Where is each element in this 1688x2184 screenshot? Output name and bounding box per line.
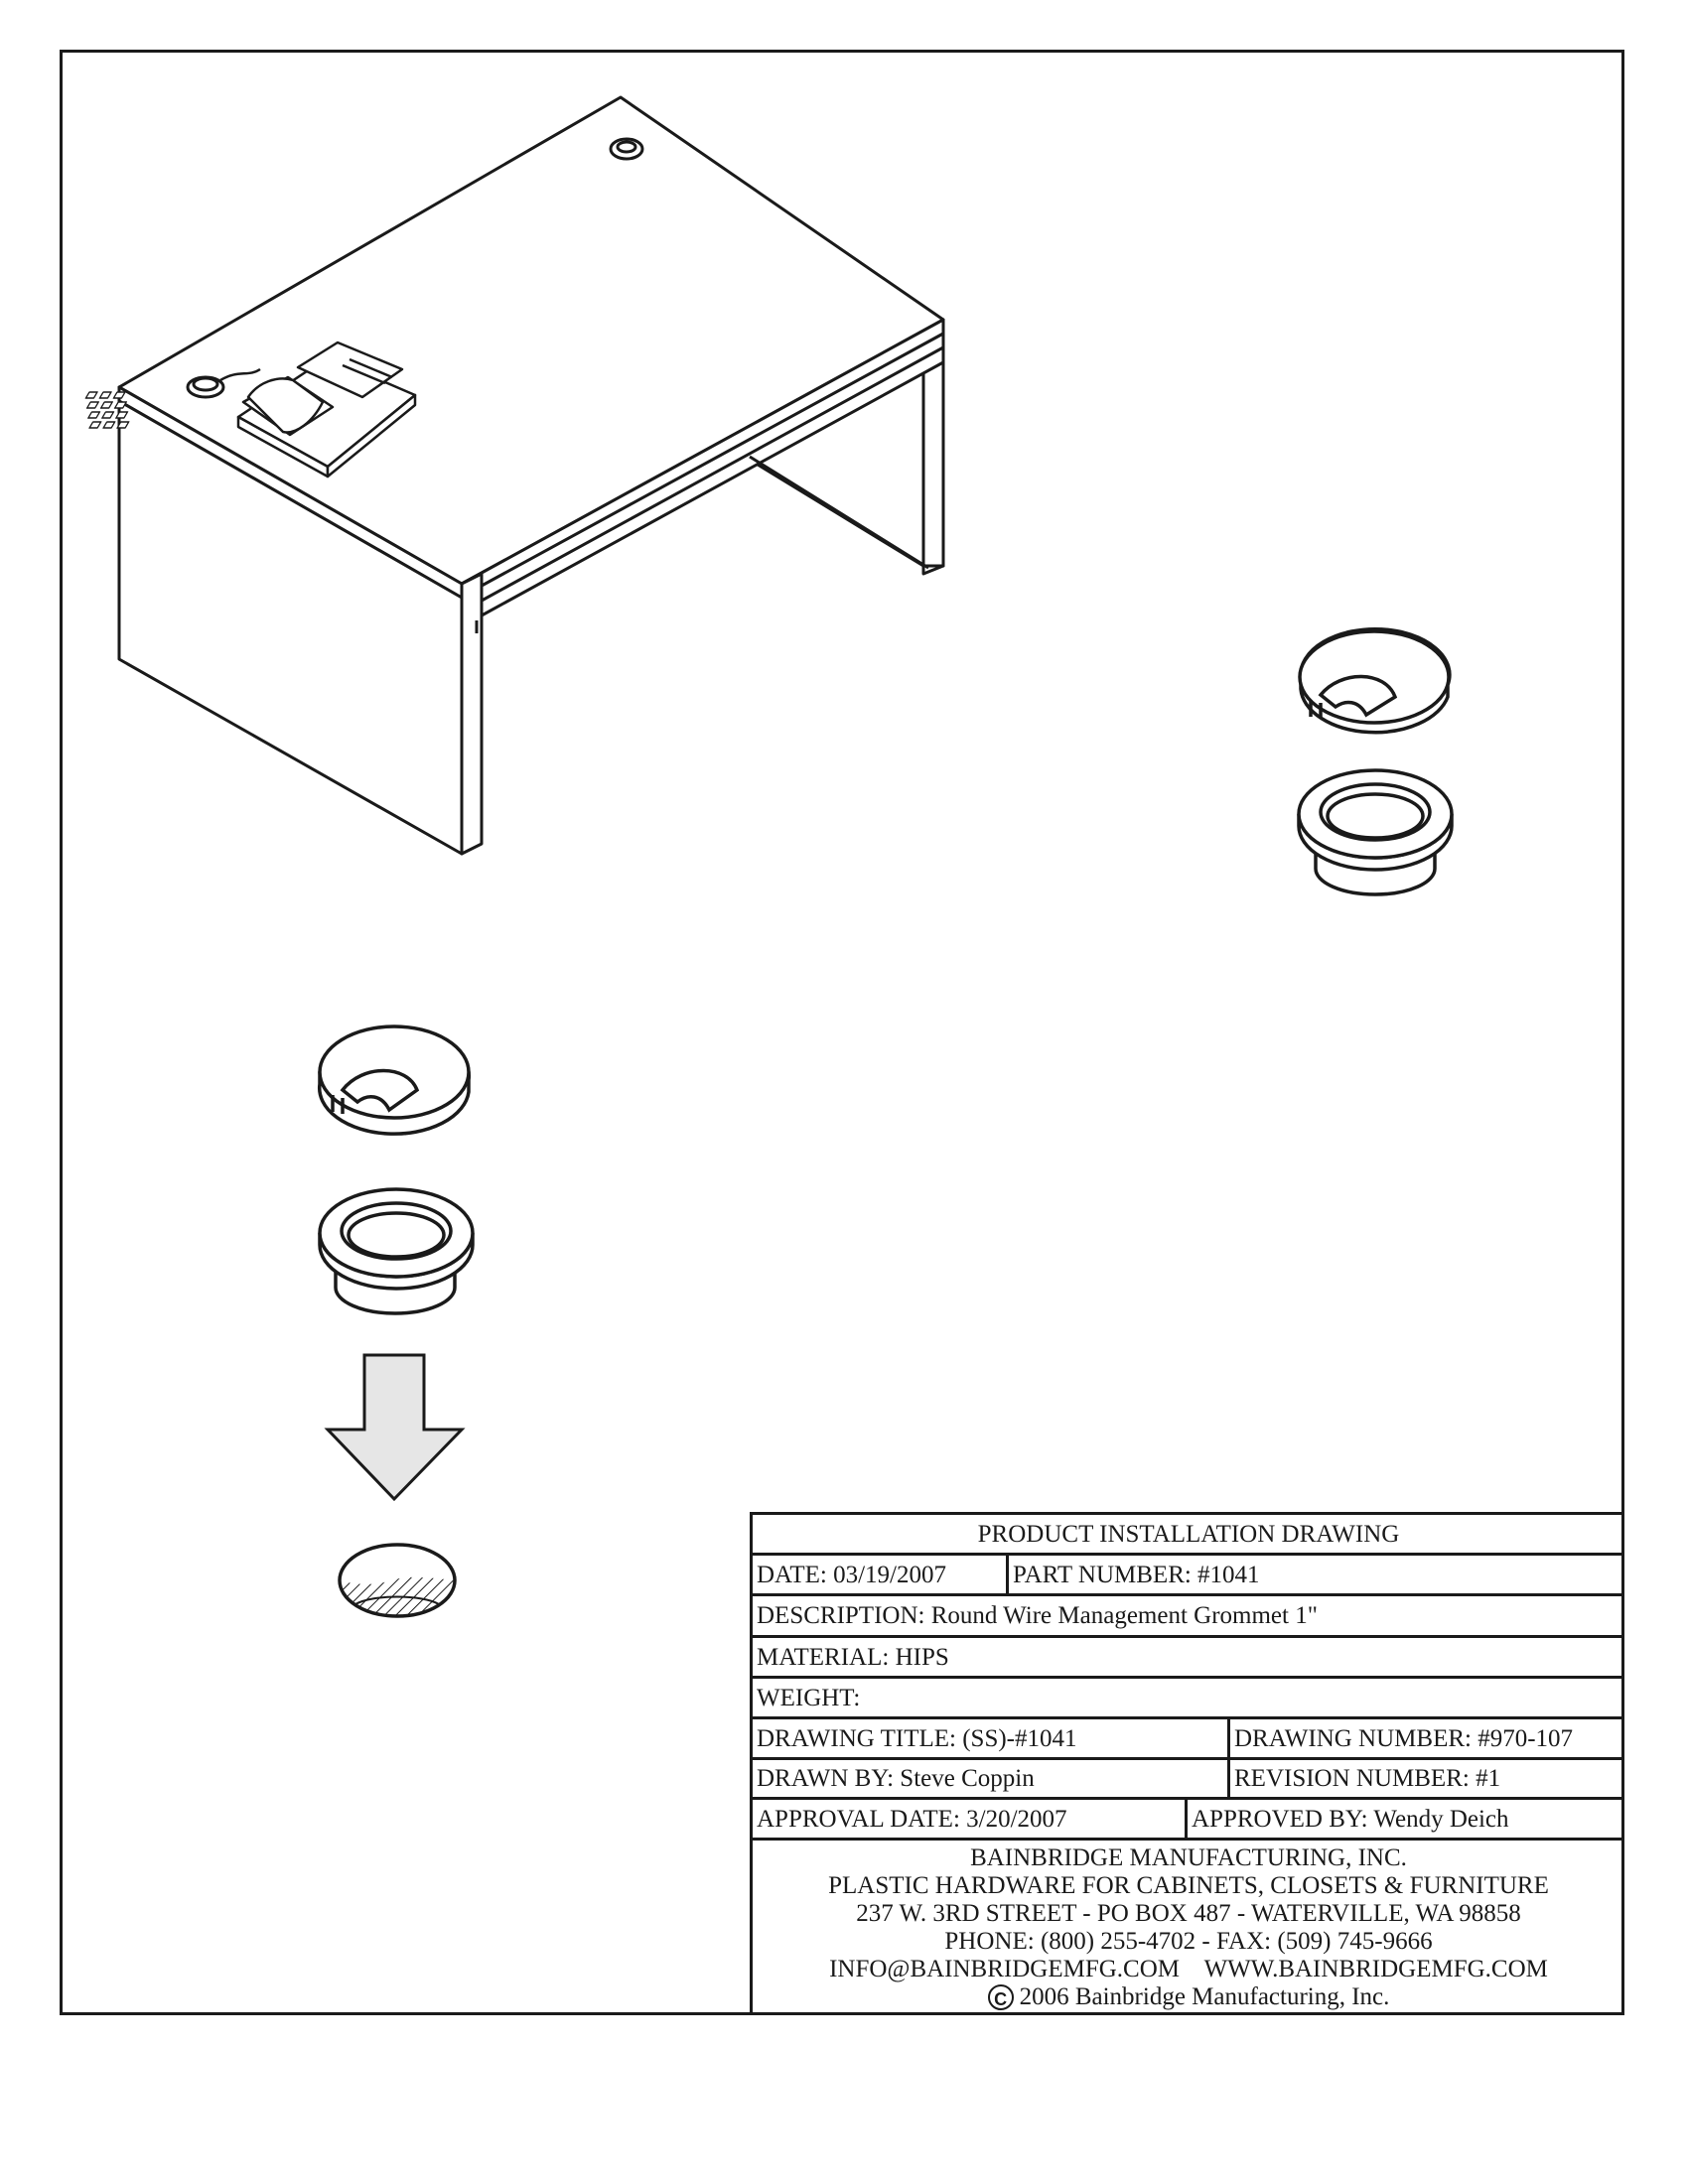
desk-illustration: [119, 97, 943, 854]
company-website: WWW.BAINBRIDGEMFG.COM: [1203, 1956, 1548, 1982]
grommet-base-right: [1299, 770, 1452, 894]
approved-by-field: APPROVED BY: Wendy Deich: [1192, 1805, 1509, 1833]
weight-row: [753, 1679, 1624, 1719]
copyright-icon: C: [988, 1984, 1014, 2010]
description-row: [753, 1596, 1624, 1638]
revision-number-field: REVISION NUMBER: #1: [1234, 1765, 1501, 1792]
date-field: DATE: 03/19/2007: [757, 1561, 946, 1588]
copyright-text: 2006 Bainbridge Manufacturing, Inc.: [1019, 1983, 1390, 2010]
title-block: [750, 1512, 1624, 2015]
drawing-title-field: DRAWING TITLE: (SS)-#1041: [757, 1724, 1077, 1752]
approval-date-field: APPROVAL DATE: 3/20/2007: [757, 1805, 1067, 1833]
desk-grommet-hole-left: [188, 377, 223, 397]
drawing-title-row: [753, 1719, 1624, 1760]
date-part-row: [753, 1556, 1624, 1596]
grommet-base-left: [320, 1189, 473, 1313]
company-phone-fax: PHONE: (800) 255-4702 - FAX: (509) 745-9666: [944, 1928, 1433, 1955]
company-address: 237 W. 3RD STREET - PO BOX 487 - WATERVILLE, WA 98858: [856, 1900, 1521, 1927]
grommet-cap-right: [1300, 629, 1450, 733]
company-tagline: PLASTIC HARDWARE FOR CABINETS, CLOSETS & FURNITURE: [828, 1872, 1549, 1899]
grommet-cap-left: [320, 1026, 470, 1134]
desk-hole-cross-section: [328, 1539, 467, 1628]
description-field: DESCRIPTION: Round Wire Management Grommet 1": [757, 1602, 1318, 1629]
company-email: INFO@BAINBRIDGEMFG.COM: [829, 1956, 1181, 1982]
insert-down-arrow-icon: [328, 1355, 462, 1499]
company-contact-line: [753, 1956, 1624, 1983]
drawing-type-heading: PRODUCT INSTALLATION DRAWING: [977, 1520, 1400, 1548]
drawing-number-field: DRAWING NUMBER: #970-107: [1234, 1724, 1574, 1752]
approval-row: [753, 1800, 1624, 1841]
title-block-heading-row: [753, 1515, 1624, 1556]
material-row: [753, 1638, 1624, 1679]
company-name: BAINBRIDGE MANUFACTURING, INC.: [970, 1844, 1407, 1871]
material-field: MATERIAL: HIPS: [757, 1643, 949, 1671]
weight-field: WEIGHT:: [757, 1684, 861, 1711]
drawn-by-row: [753, 1760, 1624, 1800]
desk-left-panel-side: [462, 574, 482, 854]
copyright-line: [988, 1983, 1390, 2011]
part-number-field: PART NUMBER: #1041: [1013, 1561, 1260, 1588]
drawn-by-field: DRAWN BY: Steve Coppin: [757, 1765, 1035, 1792]
company-info: [753, 1841, 1624, 2015]
